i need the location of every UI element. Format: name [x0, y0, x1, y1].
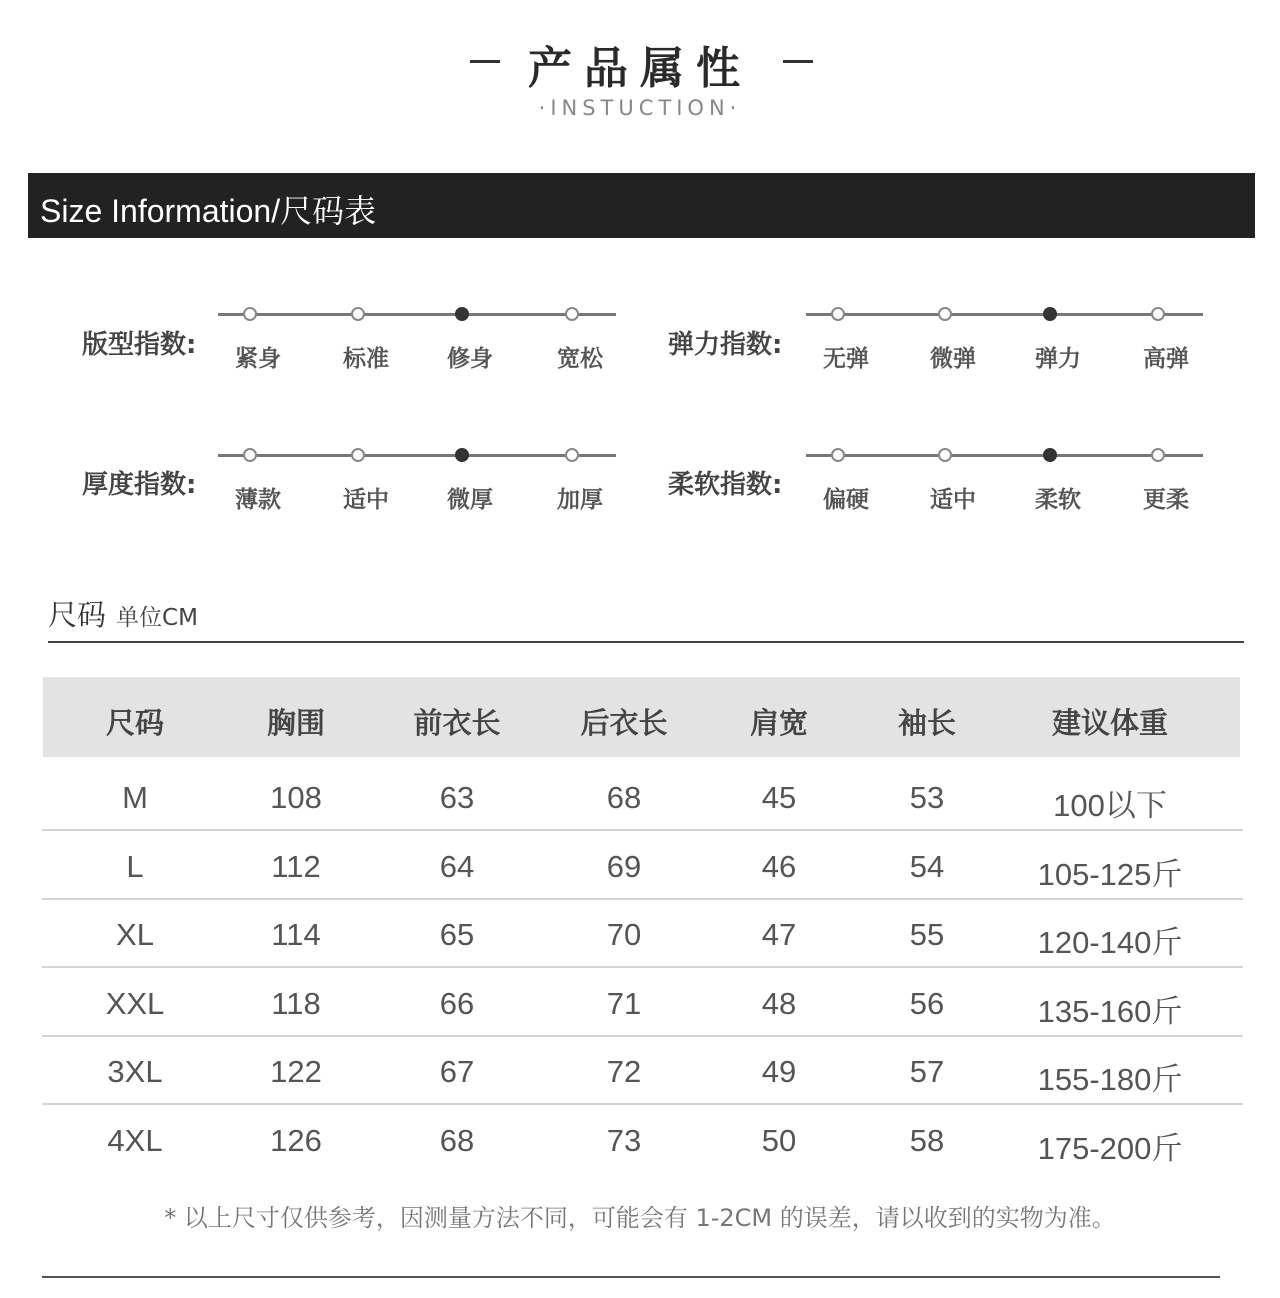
- size-information-bar: [28, 173, 1255, 238]
- title-right-dash: [783, 60, 813, 63]
- table-cell: 105-125斤: [1037, 857, 1183, 892]
- index-marker: [565, 448, 579, 462]
- table-cell: 64: [439, 849, 475, 884]
- table-row: [0, 969, 1280, 1037]
- table-cell: 71: [606, 986, 642, 1021]
- row-divider: [42, 966, 1243, 968]
- table-cell: 120-140斤: [1037, 925, 1183, 960]
- index-option: 弹力: [1035, 346, 1081, 372]
- column-header: 建议体重: [1051, 706, 1168, 740]
- index-marker: [243, 448, 257, 462]
- index-marker: [1151, 307, 1165, 321]
- table-cell: 4XL: [107, 1123, 163, 1158]
- table-cell: 3XL: [107, 1054, 163, 1089]
- table-cell: 54: [909, 849, 945, 884]
- index-option: 微厚: [447, 487, 493, 513]
- table-cell: XXL: [105, 986, 165, 1021]
- index-label: 厚度指数:: [82, 470, 197, 500]
- table-cell: 155-180斤: [1037, 1062, 1183, 1097]
- table-cell: 56: [909, 986, 945, 1021]
- table-cell: 72: [606, 1054, 642, 1089]
- table-row: [0, 832, 1280, 900]
- table-cell: 46: [761, 849, 797, 884]
- index-option: 加厚: [557, 487, 603, 513]
- table-cell: XL: [116, 917, 154, 952]
- index-option: 标准: [343, 346, 389, 372]
- table-cell: 68: [439, 1123, 475, 1158]
- table-row: [0, 763, 1280, 831]
- index-scale-line: [806, 454, 1203, 457]
- column-header: 后衣长: [580, 706, 668, 740]
- table-cell: 57: [909, 1054, 945, 1089]
- index-marker: [938, 307, 952, 321]
- table-cell: 55: [909, 917, 945, 952]
- column-header: 尺码: [105, 706, 164, 740]
- index-option: 无弹: [823, 346, 869, 372]
- table-cell: 65: [439, 917, 475, 952]
- index-option: 紧身: [235, 346, 281, 372]
- table-cell: 126: [270, 1123, 322, 1158]
- index-marker: [1151, 448, 1165, 462]
- table-cell: 69: [606, 849, 642, 884]
- index-marker: [938, 448, 952, 462]
- table-cell: L: [126, 849, 144, 884]
- size-heading-label: 尺码: [48, 598, 107, 632]
- table-cell: 73: [606, 1123, 642, 1158]
- index-label: 弹力指数:: [668, 330, 783, 360]
- table-cell: 108: [270, 780, 322, 815]
- table-cell: 114: [271, 917, 321, 952]
- table-cell: 100以下: [1053, 788, 1167, 823]
- index-option: 适中: [930, 487, 976, 513]
- column-header: 袖长: [897, 706, 956, 740]
- index-marker-selected: [1043, 307, 1057, 321]
- row-divider: [42, 1103, 1243, 1105]
- page-subtitle: ·INSTUCTION·: [538, 96, 742, 120]
- index-marker: [243, 307, 257, 321]
- index-marker: [831, 448, 845, 462]
- table-cell: 122: [270, 1054, 322, 1089]
- table-cell: 45: [761, 780, 797, 815]
- index-option: 偏硬: [823, 487, 869, 513]
- index-scale-line: [218, 313, 616, 316]
- table-cell: 118: [271, 986, 321, 1021]
- column-header: 前衣长: [413, 706, 501, 740]
- index-label: 版型指数:: [82, 330, 197, 360]
- table-cell: 47: [761, 917, 797, 952]
- index-option: 更柔: [1143, 487, 1189, 513]
- index-marker: [351, 307, 365, 321]
- table-cell: 175-200斤: [1037, 1131, 1183, 1166]
- footnote: * 以上尺寸仅供参考，因测量方法不同，可能会有 1-2CM 的误差，请以收到的实物为准。: [164, 1204, 1116, 1232]
- table-cell: M: [122, 780, 148, 815]
- index-option: 高弹: [1143, 346, 1189, 372]
- index-option: 适中: [343, 487, 389, 513]
- index-option: 宽松: [557, 346, 603, 372]
- index-scale-line: [218, 454, 616, 457]
- table-cell: 50: [761, 1123, 797, 1158]
- section-title: Size Information/尺码表: [40, 193, 377, 229]
- table-cell: 53: [909, 780, 945, 815]
- index-marker-selected: [1043, 448, 1057, 462]
- table-cell: 48: [761, 986, 797, 1021]
- row-divider: [42, 829, 1243, 831]
- column-header: 胸围: [266, 706, 325, 740]
- table-row: [0, 900, 1280, 968]
- table-cell: 63: [439, 780, 475, 815]
- index-label: 柔软指数:: [668, 470, 783, 500]
- index-scale-line: [806, 313, 1203, 316]
- table-cell: 58: [909, 1123, 945, 1158]
- table-cell: 70: [606, 917, 642, 952]
- table-cell: 66: [439, 986, 475, 1021]
- index-marker-selected: [455, 448, 469, 462]
- size-heading-rule: [48, 641, 1244, 643]
- table-row: [0, 1037, 1280, 1105]
- size-table-heading: [48, 593, 198, 634]
- table-cell: 49: [761, 1054, 797, 1089]
- column-header: 肩宽: [749, 706, 808, 740]
- table-cell: 68: [606, 780, 642, 815]
- index-option: 柔软: [1035, 487, 1081, 513]
- index-marker-selected: [455, 307, 469, 321]
- index-option: 薄款: [235, 487, 281, 513]
- size-unit-label: 单位CM: [116, 605, 198, 631]
- index-marker: [351, 448, 365, 462]
- size-table-header: [43, 677, 1240, 757]
- index-option: 微弹: [930, 346, 976, 372]
- index-marker: [831, 307, 845, 321]
- table-row: [0, 1106, 1280, 1174]
- page-title: 产品属性: [528, 43, 752, 94]
- table-cell: 135-160斤: [1037, 994, 1183, 1029]
- bottom-rule: [42, 1276, 1220, 1278]
- table-cell: 112: [271, 849, 321, 884]
- index-marker: [565, 307, 579, 321]
- index-option: 修身: [447, 346, 493, 372]
- table-cell: 67: [439, 1054, 475, 1089]
